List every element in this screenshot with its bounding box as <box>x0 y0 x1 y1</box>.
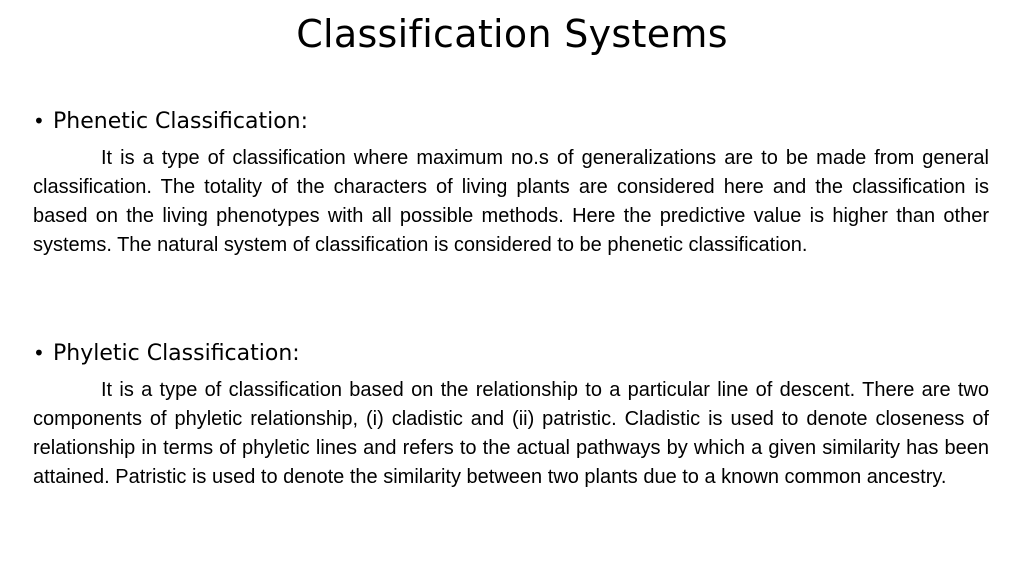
bullet-heading-phenetic <box>33 104 989 138</box>
bullet-icon: • <box>33 341 45 365</box>
section-body-text: It is a type of classification where maximum no.s of generalizations are to be made from general classification. The totality of the characters of living plants are considered here and the classification is based on the living phenotypes with all possible methods. Here the predictive value is higher than other systems. The natural system of classification is considered to be phenetic classification. <box>33 147 989 256</box>
bullet-icon: • <box>33 109 45 133</box>
section-phenetic <box>33 104 989 260</box>
section-phyletic <box>33 336 989 492</box>
section-body-text: It is a type of classification based on the relationship to a particular line of descent. There are two components of phyletic relationship, (i) cladistic and (ii) patristic. Cladistic is used to denote closeness of relationship in terms of phyletic lines and refers to the actual pathways by which a given similarity has been attained. Patristic is used to denote the similarity between two plants due to a known common ancestry. <box>33 379 989 488</box>
bullet-heading-phyletic <box>33 336 989 370</box>
slide-title: Classification Systems <box>296 12 728 56</box>
section-heading: Phenetic Classification: <box>53 109 309 134</box>
section-heading: Phyletic Classification: <box>53 341 300 366</box>
